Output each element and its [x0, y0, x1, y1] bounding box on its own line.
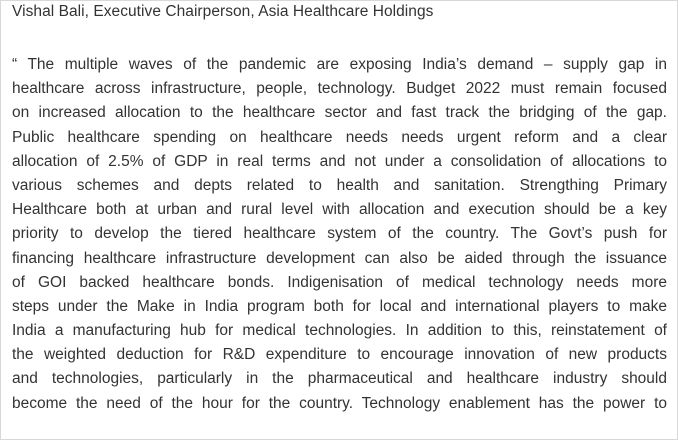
quote-line: healthcare across infrastructure, people, technology. Budget 2022 must remain focused [12, 80, 667, 98]
quote-line: Healthcare both at urban and rural level with allocation and execution should be a key [12, 201, 667, 219]
quote-line: Public healthcare spending on healthcare needs needs urgent reform and a clear [12, 128, 667, 146]
quote-attribution: Vishal Bali, Executive Chairperson, Asia Healthcare Holdings [12, 3, 434, 20]
quote-line: on increased allocation to the healthcare sector and fast track the bridging of the gap. [12, 104, 667, 122]
quote-body [12, 53, 667, 416]
quote-line: of GOI backed healthcare bonds. Indigenisation of medical technology needs more [12, 273, 667, 291]
quote-line: become the need of the hour for the country. Technology enablement has the power to [12, 394, 667, 412]
quote-line: steps under the Make in India program both for local and international players to make [12, 297, 667, 315]
quote-line: the weighted deduction for R&D expenditure to encourage innovation of new products [12, 346, 667, 364]
quote-line: priority to develop the tiered healthcare system of the country. The Govt’s push for [12, 225, 667, 243]
quote-line: allocation of 2.5% of GDP in real terms and not under a consolidation of allocations to [12, 152, 667, 170]
quote-line: financing healthcare infrastructure development can also be aided through the issuance [12, 249, 667, 267]
quote-line: and technologies, particularly in the pharmaceutical and healthcare industry should [12, 370, 667, 388]
quote-line: “ The multiple waves of the pandemic are exposing India’s demand – supply gap in [12, 56, 667, 73]
quote-line: various schemes and depts related to health and sanitation. Strengthing Primary [12, 176, 667, 194]
quote-line: India a manufacturing hub for medical technologies. In addition to this, reinstatement of [12, 322, 667, 340]
